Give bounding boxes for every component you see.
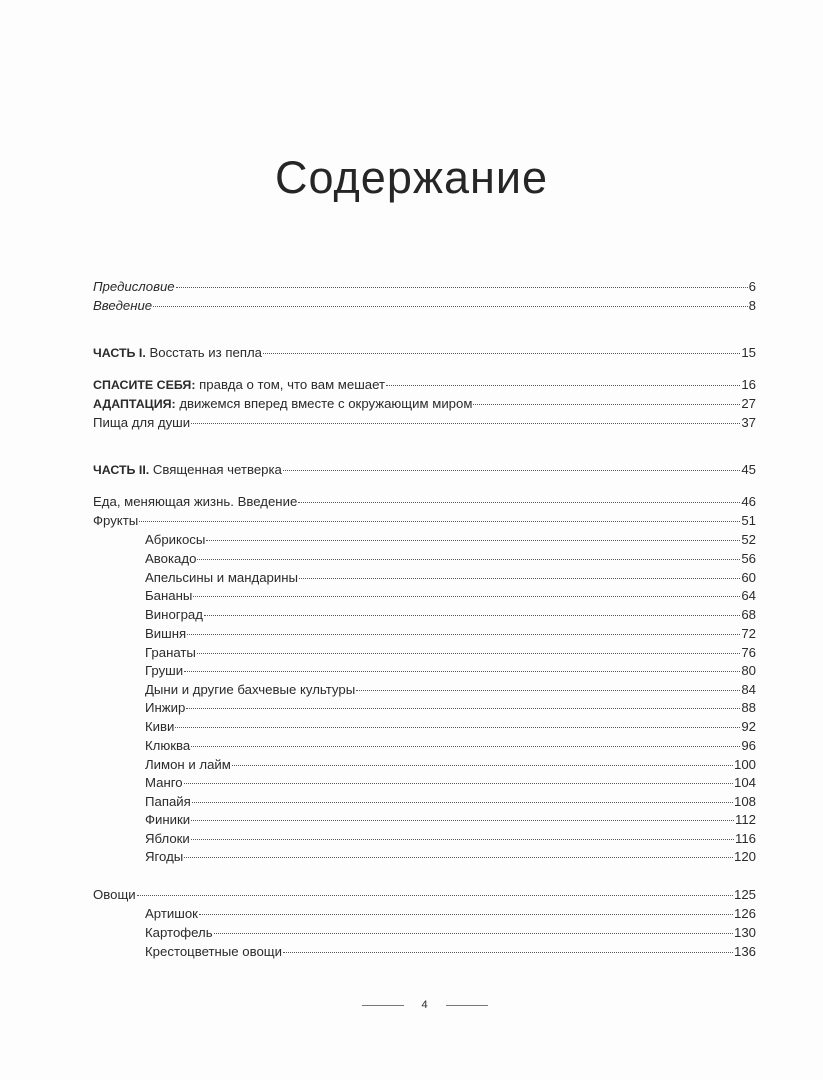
toc-entry-page: 130 — [733, 925, 756, 940]
toc-entry-page: 45 — [741, 462, 756, 477]
toc-entry — [93, 513, 756, 531]
toc-entry-page: 72 — [741, 626, 756, 641]
toc-entry — [145, 532, 756, 550]
toc-entry-label: Финики — [145, 812, 191, 827]
dot-leader — [153, 306, 748, 307]
toc-entry-label: Виноград — [145, 607, 203, 622]
toc-entry-label: Киви — [145, 719, 175, 734]
dot-leader — [197, 559, 740, 560]
toc-entry — [93, 415, 756, 433]
toc-entry-label: Груши — [145, 663, 184, 678]
toc-entry-page: 108 — [733, 794, 756, 809]
toc-entry-page: 112 — [734, 812, 756, 827]
toc-entry-label: АДАПТАЦИЯ: движемся вперед вместе с окружающим миром — [93, 396, 473, 411]
toc-entry — [145, 757, 756, 775]
dot-leader — [298, 502, 740, 503]
toc-entry-page: 56 — [741, 551, 756, 566]
toc-entry-label: Яблоки — [145, 831, 190, 846]
toc-entry-label: Клюква — [145, 738, 191, 753]
toc-entry-page: 96 — [741, 738, 756, 753]
toc-entry-page: 64 — [741, 588, 756, 603]
toc-entry-label: Папайя — [145, 794, 191, 809]
toc-entry — [145, 775, 756, 793]
dot-leader — [283, 952, 733, 953]
toc-entry-page: 125 — [733, 887, 756, 902]
toc-entry-label: Пища для души — [93, 415, 191, 430]
toc-entry-label: Дыни и другие бахчевые культуры — [145, 682, 356, 697]
toc-entry-prefix: СПАСИТЕ СЕБЯ: — [93, 378, 196, 392]
toc-entry-page: 84 — [741, 682, 756, 697]
toc-entry-label: ЧАСТЬ I. Восстать из пепла — [93, 345, 263, 360]
toc-entry — [145, 645, 756, 663]
footer-rule-right — [446, 1005, 488, 1006]
toc-entry — [145, 682, 756, 700]
dot-leader — [204, 615, 740, 616]
toc-entry-page: 46 — [741, 494, 756, 509]
toc-entry-label: Авокадо — [145, 551, 197, 566]
dot-leader — [191, 839, 734, 840]
toc-entry-page: 68 — [741, 607, 756, 622]
dot-leader — [175, 727, 740, 728]
dot-leader — [214, 933, 733, 934]
toc-entry-page: 88 — [741, 700, 756, 715]
dot-leader — [193, 596, 740, 597]
toc-entry-label: ЧАСТЬ II. Священная четверка — [93, 462, 282, 477]
toc-entry — [93, 377, 756, 395]
toc-entry — [145, 626, 756, 644]
dot-leader — [232, 765, 733, 766]
dot-leader — [191, 746, 740, 747]
dot-leader — [139, 521, 740, 522]
toc-entry — [145, 719, 756, 737]
toc-entry-page: 52 — [741, 532, 756, 547]
toc-entry-page: 15 — [741, 345, 756, 360]
toc-entry-label: Овощи — [93, 887, 136, 902]
page-footer — [0, 997, 823, 1017]
toc-entry-label: СПАСИТЕ СЕБЯ: правда о том, что вам мешает — [93, 377, 386, 392]
toc-entry-page: 8 — [748, 298, 756, 313]
toc-entry-label: Апельсины и мандарины — [145, 570, 298, 585]
dot-leader — [263, 353, 740, 354]
toc-entry-prefix: ЧАСТЬ I. — [93, 346, 146, 360]
toc-entry-page: 116 — [734, 831, 756, 846]
toc-entry-page: 100 — [733, 757, 756, 772]
toc-entry — [93, 494, 756, 512]
dot-leader — [356, 690, 740, 691]
toc-entry-page: 80 — [741, 663, 756, 678]
toc-entry-label: Картофель — [145, 925, 213, 940]
toc-entry-page: 92 — [741, 719, 756, 734]
dot-leader — [299, 578, 740, 579]
toc-entry-label: Крестоцветные овощи — [145, 944, 283, 959]
toc-entry — [93, 345, 756, 363]
toc-entry-label: Предисловие — [93, 279, 175, 294]
toc-entry — [93, 396, 756, 414]
toc-entry-page: 60 — [741, 570, 756, 585]
toc-entry-prefix: ЧАСТЬ II. — [93, 463, 150, 477]
dot-leader — [184, 857, 733, 858]
toc-entry-label: Инжир — [145, 700, 186, 715]
dot-leader — [184, 671, 740, 672]
dot-leader — [187, 634, 740, 635]
toc-entry-page: 51 — [741, 513, 756, 528]
toc-entry-label: Гранаты — [145, 645, 196, 660]
toc-entry — [145, 849, 756, 867]
dot-leader — [199, 914, 733, 915]
dot-leader — [192, 802, 733, 803]
toc-entry — [145, 551, 756, 569]
toc-entry — [145, 570, 756, 588]
toc-entry — [93, 462, 756, 480]
toc-entry-label: Артишок — [145, 906, 198, 921]
dot-leader — [206, 540, 740, 541]
toc-entry-label: Еда, меняющая жизнь. Введение — [93, 494, 298, 509]
page-title: Содержание — [275, 152, 548, 203]
dot-leader — [191, 423, 740, 424]
dot-leader — [137, 895, 733, 896]
toc-entry — [93, 887, 756, 905]
dot-leader — [386, 385, 740, 386]
toc-entry-page: 120 — [733, 849, 756, 864]
toc-entry-prefix: АДАПТАЦИЯ: — [93, 397, 176, 411]
dot-leader — [176, 287, 748, 288]
dot-leader — [184, 783, 733, 784]
toc-entry — [145, 663, 756, 681]
toc-entry — [145, 794, 756, 812]
toc-entry-page: 136 — [733, 944, 756, 959]
toc-entry — [145, 588, 756, 606]
toc-entry-page: 16 — [741, 377, 756, 392]
page-number: 4 — [421, 999, 428, 1011]
toc-entry-label: Бананы — [145, 588, 193, 603]
toc-entry-page: 104 — [733, 775, 756, 790]
toc-entry-label: Вишня — [145, 626, 187, 641]
toc-entry-page: 6 — [748, 279, 756, 294]
toc-entry-page: 76 — [741, 645, 756, 660]
toc-entry — [145, 738, 756, 756]
dot-leader — [473, 404, 740, 405]
toc-entry — [145, 700, 756, 718]
toc-entry — [145, 925, 756, 943]
toc-entry — [145, 831, 756, 849]
toc-entry — [93, 298, 756, 316]
toc-entry-page: 27 — [741, 396, 756, 411]
toc-entry — [93, 279, 756, 297]
toc-entry-page: 37 — [741, 415, 756, 430]
toc-entry-label: Абрикосы — [145, 532, 206, 547]
toc-entry-label: Введение — [93, 298, 153, 313]
dot-leader — [197, 653, 740, 654]
toc-entry — [145, 607, 756, 625]
toc-entry — [145, 906, 756, 924]
dot-leader — [186, 708, 740, 709]
toc-entry-label: Ягоды — [145, 849, 184, 864]
dot-leader — [283, 470, 740, 471]
toc-entry-label: Лимон и лайм — [145, 757, 231, 772]
toc-entry-label: Фрукты — [93, 513, 139, 528]
toc-entry — [145, 812, 756, 830]
toc-entry — [145, 944, 756, 962]
toc-entry-label: Манго — [145, 775, 183, 790]
toc-entry-page: 126 — [733, 906, 756, 921]
dot-leader — [191, 820, 734, 821]
